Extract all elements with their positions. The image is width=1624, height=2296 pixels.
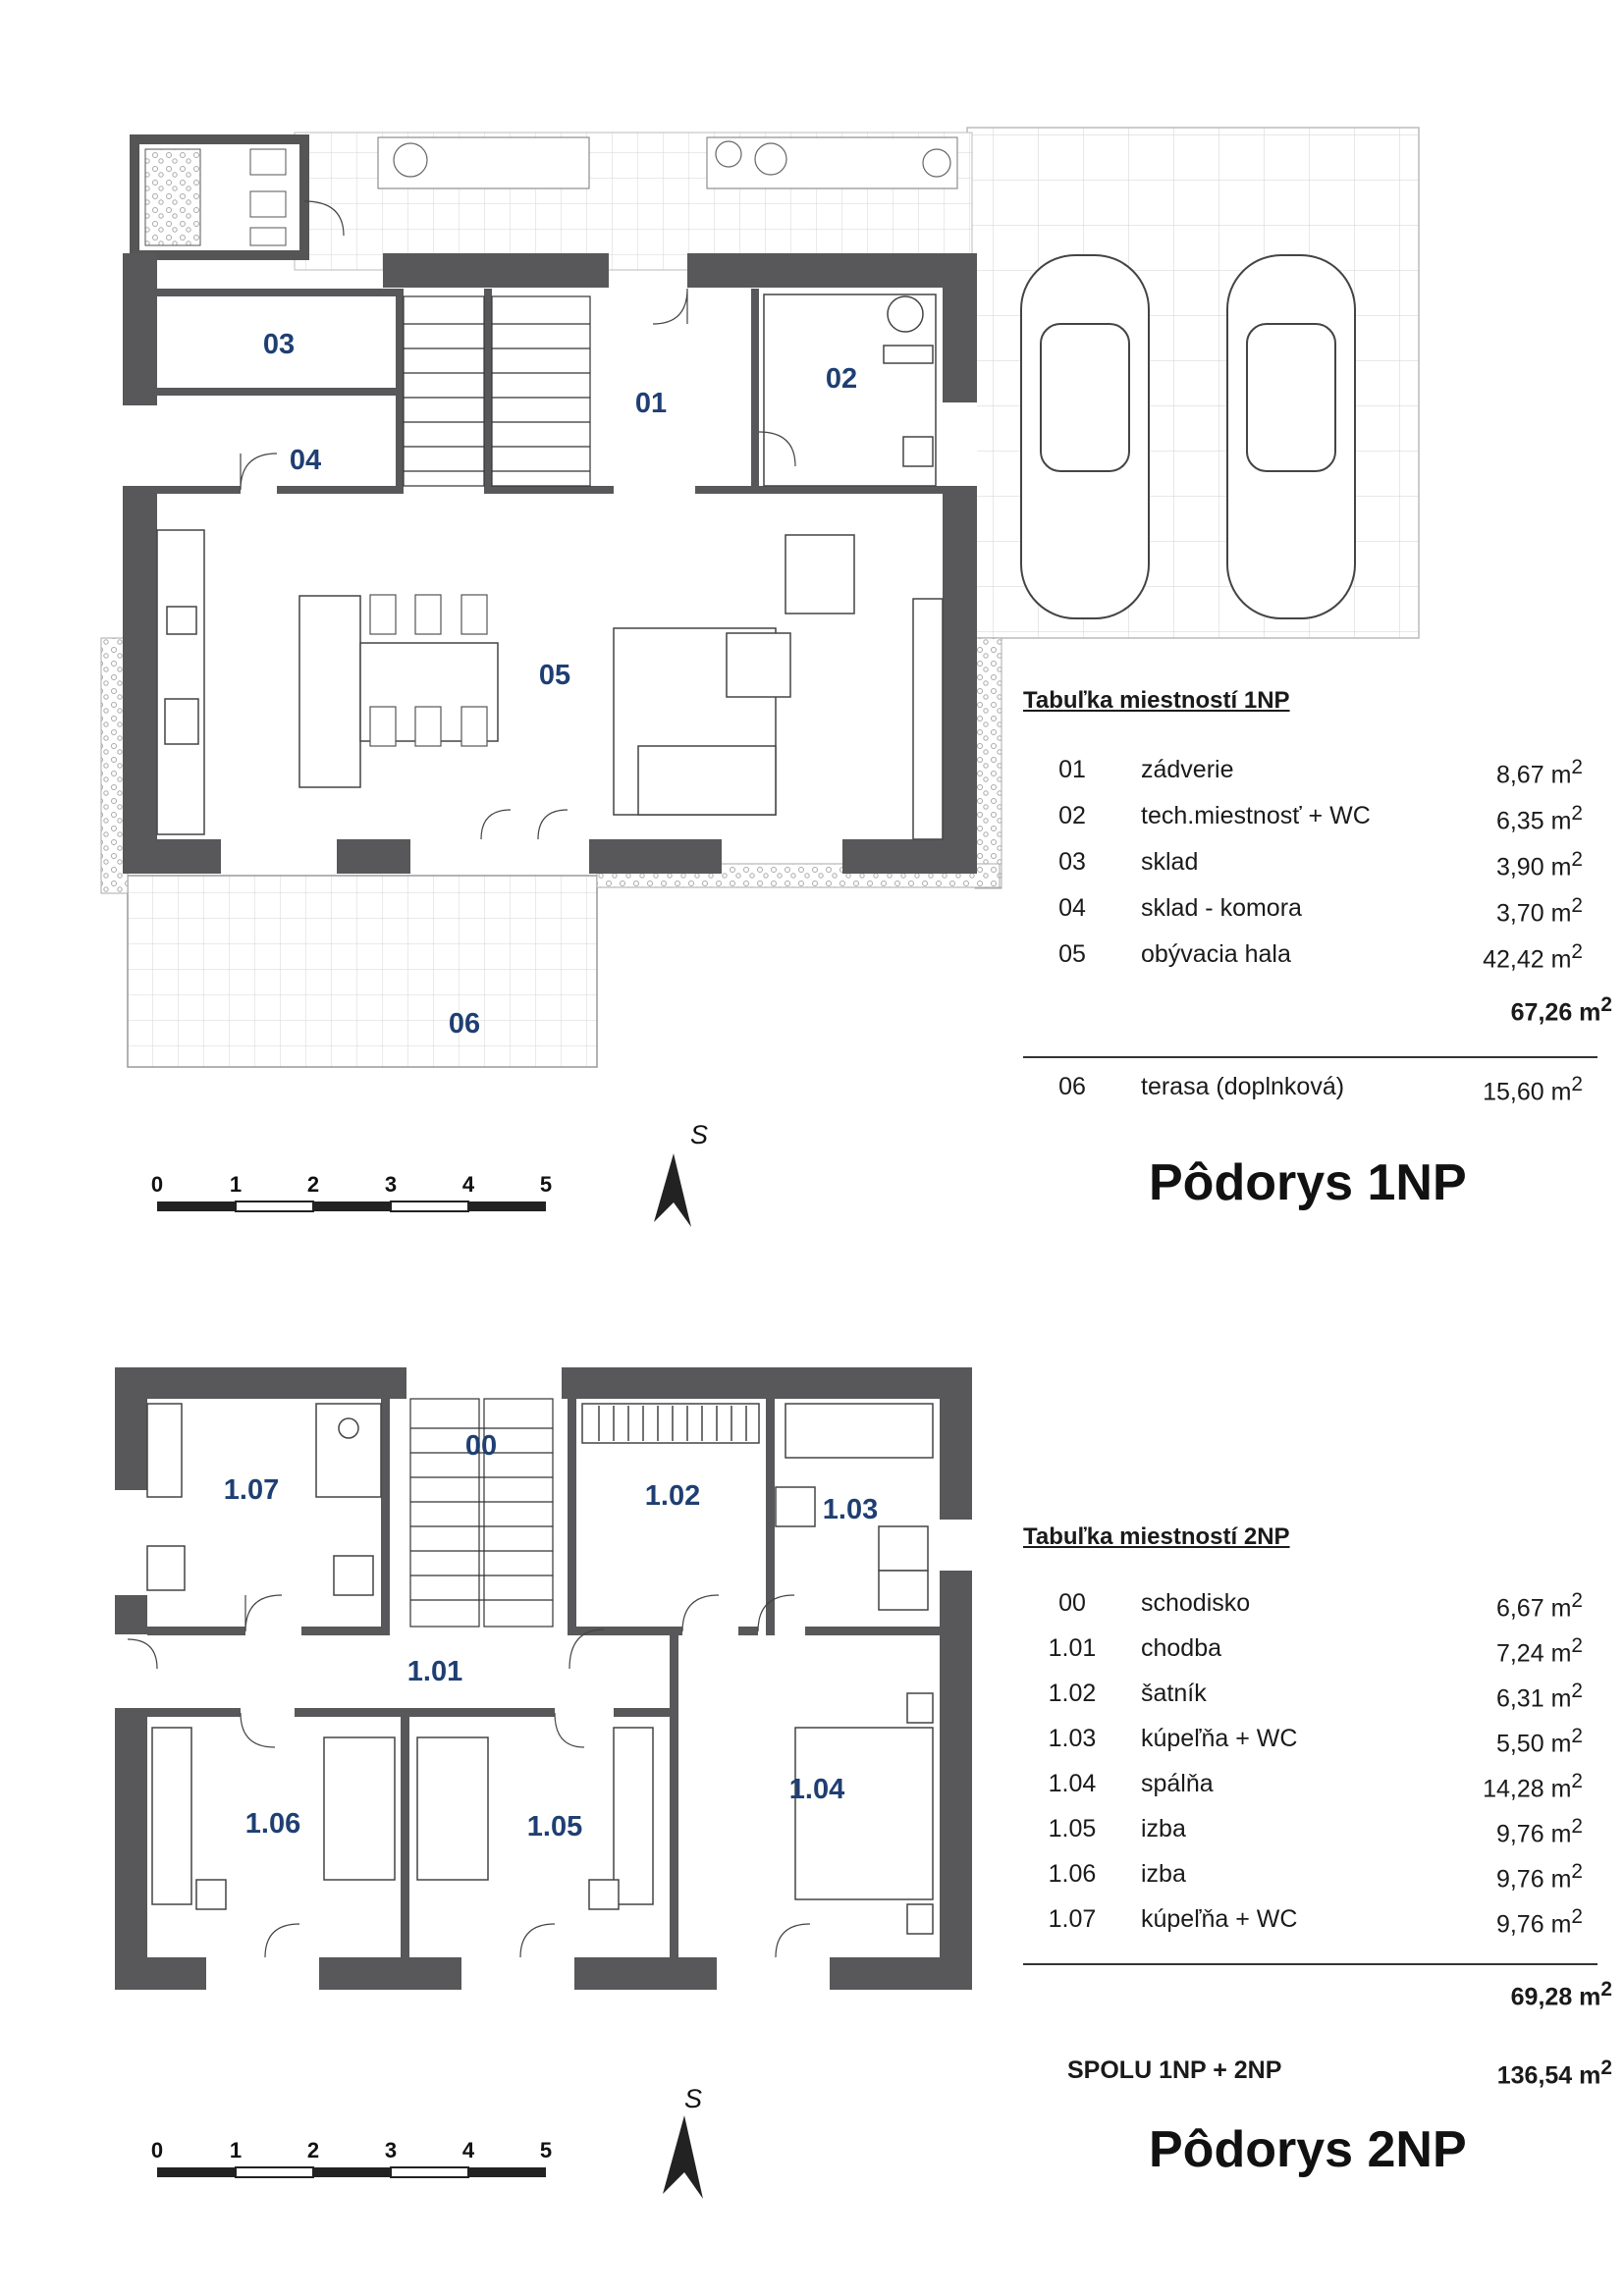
- label-1-04: 1.04: [788, 1774, 845, 1805]
- room-name: obývacia hala: [1141, 940, 1291, 968]
- room-area: 15,60 $m^2$: [1483, 1073, 1583, 1106]
- room-area: 3,70 $m^2$: [1495, 894, 1583, 928]
- scale-2-label-0: 0: [150, 2138, 164, 2163]
- room-code: 1.03: [1048, 1725, 1097, 1752]
- room-name: schodisko: [1141, 1589, 1251, 1617]
- room-table-1np: [1023, 687, 1612, 1119]
- room-area: 9,76 $m^2$: [1495, 1905, 1583, 1939]
- room-name: sklad: [1141, 848, 1199, 876]
- table-row: [1023, 848, 1583, 883]
- label-1-06: 1.06: [244, 1808, 301, 1840]
- label-01: 01: [634, 388, 668, 419]
- table-row: [1023, 1905, 1583, 1941]
- room-code: 05: [1058, 940, 1086, 968]
- room-name: šatník: [1141, 1680, 1207, 1707]
- room-code: 1.05: [1048, 1815, 1097, 1842]
- room-name: zádverie: [1141, 756, 1234, 783]
- label-03: 03: [262, 329, 296, 360]
- label-1-05: 1.05: [526, 1811, 583, 1842]
- room-area: 3,90 $m^2$: [1495, 848, 1583, 881]
- subtotal-2np: 69,28 $m^2$: [1510, 1978, 1612, 2011]
- scale-1-label-5: 5: [539, 1172, 553, 1197]
- floor-2-plan: [115, 1367, 972, 1990]
- table-row: [1023, 802, 1583, 837]
- room-name: terasa (doplnková): [1141, 1073, 1345, 1100]
- terrace-06: [128, 876, 597, 1067]
- label-1-01: 1.01: [406, 1656, 463, 1687]
- room-area: 6,31 $m^2$: [1495, 1680, 1583, 1713]
- room-table-2np: [1023, 1523, 1612, 2093]
- north-arrow-icon: [663, 2084, 703, 2199]
- scale-2-label-5: 5: [539, 2138, 553, 2163]
- scale-2-label-2: 2: [306, 2138, 320, 2163]
- grand-total-label: SPOLU 1NP + 2NP: [1067, 2056, 1282, 2084]
- table-row: [1023, 1860, 1583, 1896]
- label-1-07: 1.07: [223, 1474, 280, 1506]
- table-row: [1023, 1634, 1583, 1670]
- room-code: 1.07: [1048, 1905, 1097, 1933]
- north-arrow-icon: [654, 1120, 708, 1227]
- planter-2: [707, 137, 957, 188]
- table-row: [1023, 1589, 1583, 1625]
- scale-bar-2: [151, 2138, 552, 2177]
- table-row: [1023, 1815, 1583, 1850]
- room-name: tech.miestnosť + WC: [1141, 802, 1371, 829]
- label-00: 00: [464, 1430, 498, 1462]
- table-1np-title: Tabuľka miestností 1NP: [1023, 687, 1290, 714]
- room-code: 04: [1058, 894, 1086, 922]
- room-name: sklad - komora: [1141, 894, 1302, 922]
- label-1-03: 1.03: [822, 1494, 879, 1525]
- label-06: 06: [448, 1008, 481, 1040]
- room-code: 1.06: [1048, 1860, 1097, 1888]
- divider: [1023, 1963, 1597, 1965]
- room-code: 06: [1058, 1073, 1086, 1100]
- room-name: izba: [1141, 1860, 1186, 1888]
- scale-1-label-2: 2: [306, 1172, 320, 1197]
- room-code: 1.01: [1048, 1634, 1097, 1662]
- room-name: kúpeľňa + WC: [1141, 1725, 1298, 1752]
- scale-2-label-3: 3: [384, 2138, 398, 2163]
- plan-title-1np: Pôdorys 1NP: [1149, 1154, 1467, 1211]
- room-area: 42,42 $m^2$: [1483, 940, 1583, 974]
- room-area: 9,76 $m^2$: [1495, 1815, 1583, 1848]
- scale-1-label-1: 1: [229, 1172, 243, 1197]
- room-code: 02: [1058, 802, 1086, 829]
- room-code: 1.02: [1048, 1680, 1097, 1707]
- scale-1-label-0: 0: [150, 1172, 164, 1197]
- table-row: [1023, 1770, 1583, 1805]
- storage-bin: [145, 149, 200, 245]
- table-2np-title: Tabuľka miestností 2NP: [1023, 1523, 1290, 1550]
- table-row: [1023, 1680, 1583, 1715]
- table-row: [1023, 894, 1583, 930]
- table-row: [1023, 756, 1583, 791]
- room-area: 8,67 $m^2$: [1495, 756, 1583, 789]
- room-name: spálňa: [1141, 1770, 1214, 1797]
- table-row: [1023, 1725, 1583, 1760]
- bin-icons: [250, 149, 286, 245]
- room-code: 00: [1058, 1589, 1086, 1617]
- scale-2-label-4: 4: [461, 2138, 475, 2163]
- gravel-strip-right: [975, 638, 1001, 888]
- plan-title-2np: Pôdorys 2NP: [1149, 2121, 1467, 2178]
- divider: [1023, 1056, 1597, 1058]
- room-code: 01: [1058, 756, 1086, 783]
- scale-1-label-3: 3: [384, 1172, 398, 1197]
- room-area: 7,24 $m^2$: [1495, 1634, 1583, 1668]
- table-row: [1023, 1073, 1583, 1108]
- table-row: [1023, 940, 1583, 976]
- north-label-2: S: [684, 2084, 703, 2113]
- grand-total-area: 136,54 $m^2$: [1496, 2056, 1612, 2090]
- scale-2-label-1: 1: [229, 2138, 243, 2163]
- room-name: chodba: [1141, 1634, 1222, 1662]
- label-02: 02: [825, 363, 858, 395]
- room-area: 6,35 $m^2$: [1495, 802, 1583, 835]
- label-04: 04: [289, 445, 322, 476]
- north-label-1: S: [690, 1120, 709, 1149]
- room-code: 1.04: [1048, 1770, 1097, 1797]
- room-code: 03: [1058, 848, 1086, 876]
- label-05: 05: [538, 660, 571, 691]
- room-name: kúpeľňa + WC: [1141, 1905, 1298, 1933]
- room-area: 5,50 $m^2$: [1495, 1725, 1583, 1758]
- subtotal-1np: 67,26 $m^2$: [1510, 993, 1612, 1027]
- scale-bar-1: [151, 1172, 552, 1211]
- label-1-02: 1.02: [644, 1480, 701, 1512]
- room-area: 6,67 $m^2$: [1495, 1589, 1583, 1623]
- room-area: 14,28 $m^2$: [1483, 1770, 1583, 1803]
- room-name: izba: [1141, 1815, 1186, 1842]
- room-area: 9,76 $m^2$: [1495, 1860, 1583, 1894]
- scale-1-label-4: 4: [461, 1172, 475, 1197]
